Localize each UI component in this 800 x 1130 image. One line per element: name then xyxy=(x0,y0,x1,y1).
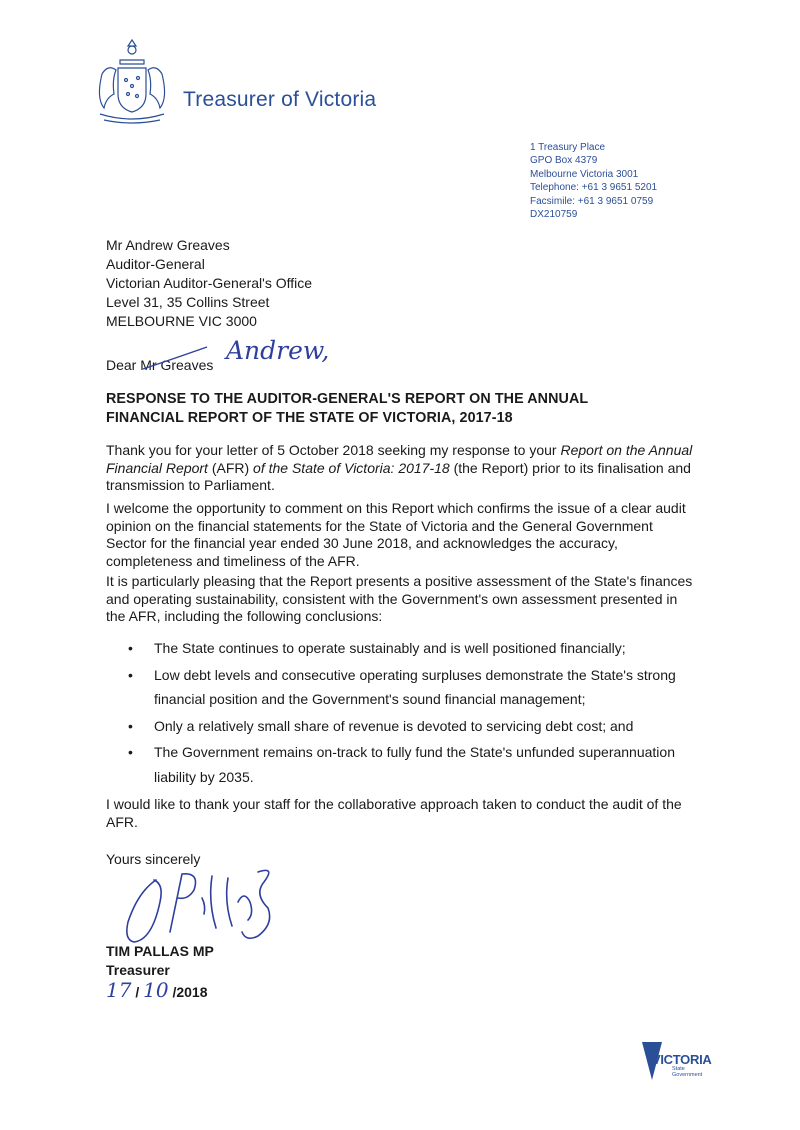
list-item-text: Only a relatively small share of revenue is devoted to servicing debt cost; and xyxy=(154,717,634,734)
recipient-city: MELBOURNE VIC 3000 xyxy=(106,313,257,329)
recipient-name: Mr Andrew Greaves xyxy=(106,237,230,253)
logo-sub-line: Government xyxy=(672,1072,703,1078)
paragraph-thanks: I would like to thank your staff for the collaborative approach taken to conduct the audit of the AFR. xyxy=(106,796,682,830)
list-item xyxy=(122,714,702,739)
handwritten-day: 17 xyxy=(106,978,132,1002)
logo-sub-line: State xyxy=(672,1066,685,1072)
salutation-prefix: Dear Mr xyxy=(106,357,161,373)
letter-date xyxy=(106,978,208,1002)
address-line: Melbourne Victoria 3001 xyxy=(530,168,639,180)
recipient-office: Victorian Auditor-General's Office xyxy=(106,275,313,291)
signatory-name: TIM PALLAS MP xyxy=(106,943,214,959)
signatory-title: Treasurer xyxy=(106,962,170,978)
victoria-logo-subtext xyxy=(672,1066,702,1078)
coat-of-arms-logo xyxy=(92,34,172,126)
letter-subject xyxy=(106,390,706,427)
text-run: Thank you for your letter of 5 October 2018 seeking my response to your xyxy=(106,442,561,458)
text-run: (AFR) xyxy=(207,459,254,476)
sender-address xyxy=(530,141,657,221)
bullet-icon: • xyxy=(128,666,133,683)
list-item-text: The Government remains on-track to fully fund the State's unfunded superannuation liability by 2035. xyxy=(154,744,675,785)
recipient-address xyxy=(106,236,312,331)
signature-image xyxy=(108,862,278,952)
address-telephone: Telephone: +61 3 9651 5201 xyxy=(530,182,658,194)
strike-through-mark xyxy=(137,343,217,373)
address-facsimile: Facsimile: +61 3 9651 0759 xyxy=(530,195,654,207)
address-line: GPO Box 4379 xyxy=(530,155,598,167)
text-run: (the Report) prior to its finalisation and transmission to Parliament. xyxy=(106,459,691,493)
bullet-icon: • xyxy=(128,640,133,656)
paragraph-assessment: It is particularly pleasing that the Report presents a positive assessment of the State's finances and operating sustainability, consistent with the Government's own assessment presented in the AFR, including the following conclusions: xyxy=(106,573,693,624)
subject-line: FINANCIAL REPORT OF THE STATE OF VICTORIA, 2017-18 xyxy=(106,409,513,426)
report-title-italic: of the State of Victoria: 2017-18 xyxy=(253,459,450,476)
list-item-text: The State continues to operate sustainably and is well positioned financially; xyxy=(154,640,626,656)
date-year: /2018 xyxy=(168,984,208,1000)
date-separator: / xyxy=(131,984,144,1000)
victoria-logo-text: VICTORIA xyxy=(652,1052,712,1067)
list-item xyxy=(122,636,702,661)
closing: Yours sincerely xyxy=(106,851,201,867)
handwritten-month: 10 xyxy=(143,978,169,1002)
report-title-italic: Report on the Annual Financial Report xyxy=(106,442,693,476)
paragraph-intro xyxy=(106,442,696,495)
paragraph-welcome: I welcome the opportunity to comment on this Report which confirms the issue of a clear audit opinion on the financial statements for the State of Victoria and the General Government Sector for the financial year ended 30 June 2018, and acknowledges the accuracy, completeness and timeliness of the AFR. xyxy=(106,500,686,569)
recipient-street: Level 31, 35 Collins Street xyxy=(106,294,270,310)
recipient-position: Auditor-General xyxy=(106,256,205,272)
salutation-crossed-name: Greaves xyxy=(160,357,214,373)
subject-line: RESPONSE TO THE AUDITOR-GENERAL'S REPORT ON THE ANNUAL xyxy=(106,391,589,407)
list-item xyxy=(122,663,702,712)
address-dx: DX210759 xyxy=(530,209,578,221)
list-item xyxy=(122,740,702,789)
bullet-icon: • xyxy=(128,744,133,760)
letterhead-title: Treasurer of Victoria xyxy=(183,88,377,111)
address-line: 1 Treasury Place xyxy=(530,142,606,153)
handwritten-salutation: Andrew, xyxy=(226,336,330,365)
list-item-text: Low debt levels and consecutive operating surpluses demonstrate the State's strong financial position and the Government's sound financial management; xyxy=(154,666,676,707)
bullet-icon: • xyxy=(128,717,133,734)
conclusions-list xyxy=(122,636,702,791)
